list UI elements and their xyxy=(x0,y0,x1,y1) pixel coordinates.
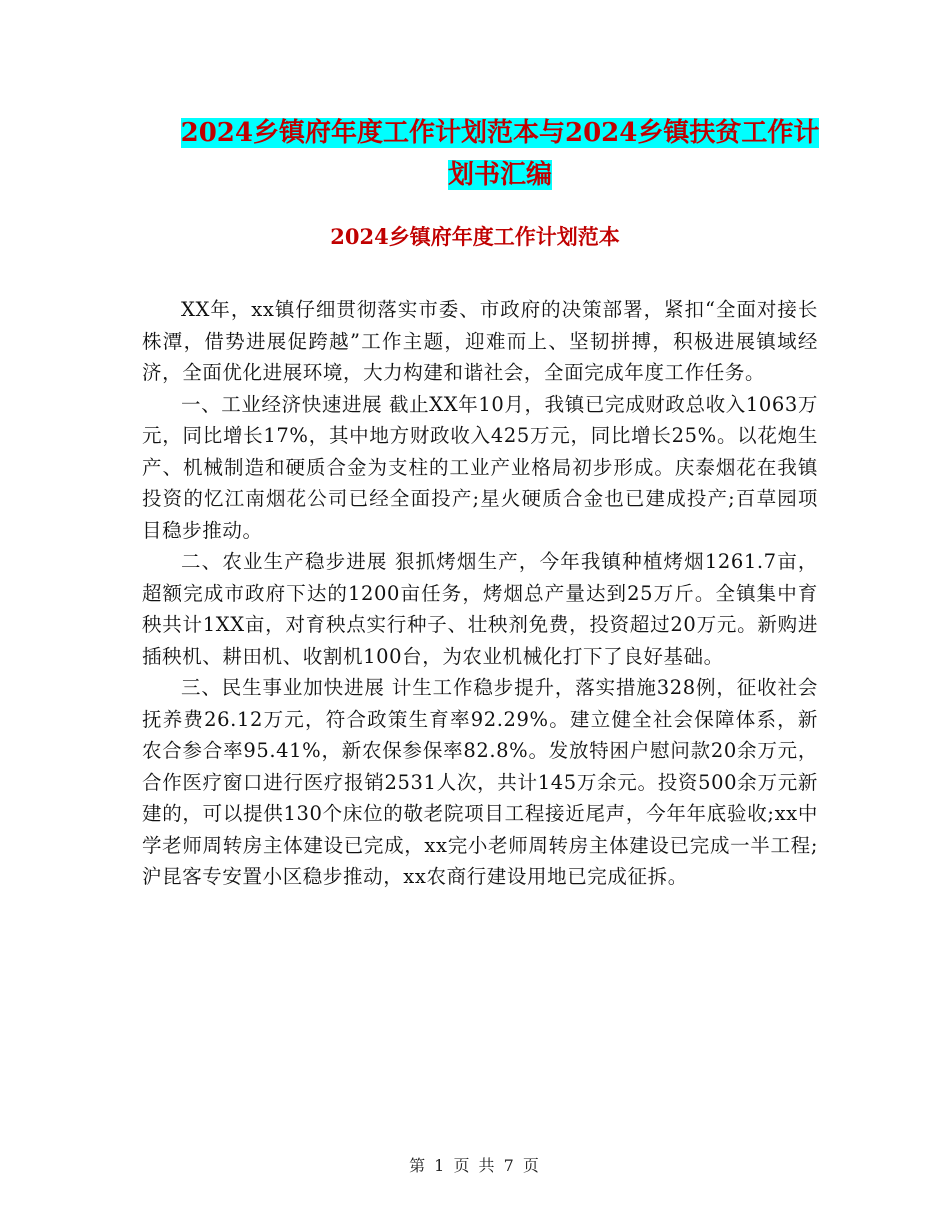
paragraph-agriculture: 二、农业生产稳步进展 狠抓烤烟生产，今年我镇种植烤烟1261.7亩，超额完成市政府下达的1200亩任务，烤烟总产量达到25万斤。全镇集中育秧共计1XX亩，对育秧点实行种子、壮秧剂免费，投资超过20万元。新购进插秧机、耕田机、收割机100台，为农业机械化打下了良好基础。 xyxy=(142,550,818,668)
paragraph-industry: 一、工业经济快速进展 截止XX年10月，我镇已完成财政总收入1063万元，同比增长17%，其中地方财政收入425万元，同比增长25%。以花炮生产、机械制造和硬质合金为支柱的工业产业格局初步形成。庆泰烟花在我镇投资的忆江南烟花公司已经全面投产;星火硬质合金也已建成投产;百草园项目稳步推动。 xyxy=(142,392,818,542)
section-title: 2024乡镇府年度工作计划范本 xyxy=(330,224,620,249)
document-title-line2: 划书汇编 xyxy=(447,160,552,190)
paragraph-intro: XX年，xx镇仔细贯彻落实市委、市政府的决策部署，紧扣“全面对接长株潭，借势进展促跨越”工作主题，迎难而上、坚韧拼搏，积极进展镇域经济，全面优化进展环境，大力构建和谐社会，全面完成年度工作任务。 xyxy=(142,298,818,384)
document-title-line1: 2024乡镇府年度工作计划范本与2024乡镇扶贫工作计 xyxy=(180,118,820,148)
document-body xyxy=(142,294,818,893)
document-title xyxy=(140,112,860,196)
page-footer: 第 1 页 共 7 页 xyxy=(409,1156,541,1175)
paragraph-livelihood: 三、民生事业加快进展 计生工作稳步提升，落实措施328例，征收社会抚养费26.12万元，符合政策生育率92.29%。建立健全社会保障体系，新农合参合率95.41%，新农保参保率82.8%。发放特困户慰问款20余万元，合作医疗窗口进行医疗报销2531人次，共计145万余元。投资500余万元新建的，可以提供130个床位的敬老院项目工程接近尾声，今年年底验收;xx中学老师周转房主体建设已完成，xx完小老师周转房主体建设已完成一半工程;沪昆客专安置小区稳步推动，xx农商行建设用地已完成征拆。 xyxy=(142,676,818,888)
